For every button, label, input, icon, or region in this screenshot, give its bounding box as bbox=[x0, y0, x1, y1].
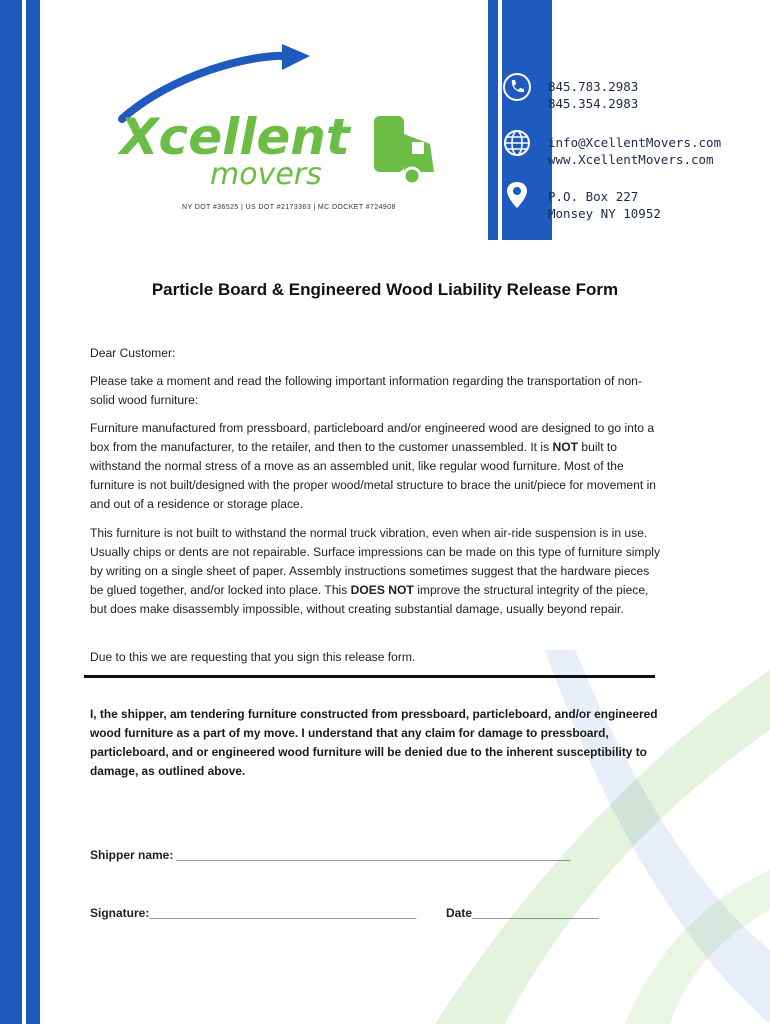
mailing-address bbox=[548, 188, 661, 222]
email-address[interactable]: info@XcellentMovers.com bbox=[548, 135, 722, 150]
phone-icon bbox=[502, 72, 532, 102]
registration-numbers: NY DOT #36525 | US DOT #2173363 | MC DOCKET #724908 bbox=[182, 204, 396, 211]
left-decorative-stripe bbox=[0, 0, 40, 1024]
svg-text:movers: movers bbox=[210, 157, 322, 192]
svg-text:Xcellent: Xcellent bbox=[120, 108, 350, 166]
page-title: Particle Board & Engineered Wood Liability Release Form bbox=[151, 280, 619, 299]
paragraph-furniture-design: Furniture manufactured from pressboard, particleboard and/or engineered wood are designed to go into a box from the manufacturer, to the retailer, and then to the customer unassembled. It is NOT built to withstand the normal stress of a move as an assembled unit, like regular wood furniture. Most of the furniture is not built/designed with the proper wood/metal structure to brace the unit/piece for movement in and out of a residence or storage place. bbox=[90, 421, 657, 511]
address-line-2: Monsey NY 10952 bbox=[548, 206, 661, 221]
intro-paragraph: Please take a moment and read the following important information regarding the transportation of non-solid wood furniture: bbox=[90, 374, 642, 407]
paragraph-vibration: This furniture is not built to withstand the normal truck vibration, even when air-ride suspension is in use. Usually chips or dents are not repairable. Surface impressions can be made on this type of furniture simply by writing on a single sheet of paper. Assembly instructions sometimes suggest that the hardware pieces be glued together, and/or locked into place. This DOES NOT improve the structural integrity of the piece, but does make disassembly impossible, without creating substantial damage, usually beyond repair. bbox=[90, 526, 661, 616]
phone-number-2: 845.354.2983 bbox=[548, 96, 639, 111]
location-pin-icon bbox=[502, 180, 532, 210]
address-line-1: P.O. Box 227 bbox=[548, 189, 639, 204]
shipper-declaration: I, the shipper, am tendering furniture constructed from pressboard, particleboard, and/or engineered wood furniture as a part of my move. I understand that any claim for damage to pressboard, particleboard, and or engineered wood furniture will be denied due to the inherent susceptibility to damage, as outlined above. bbox=[90, 707, 658, 778]
emphasis-not: NOT bbox=[552, 440, 579, 454]
website-url[interactable]: www.XcellentMovers.com bbox=[548, 152, 714, 167]
globe-icon bbox=[502, 128, 532, 158]
truck-icon bbox=[374, 116, 434, 184]
shipper-name-field[interactable]: Shipper name: ___________________________________________________________ bbox=[90, 848, 571, 862]
phone-number-1: 845.783.2983 bbox=[548, 79, 639, 94]
xcellent-movers-logo bbox=[112, 44, 452, 224]
date-field[interactable]: Date___________________ bbox=[446, 906, 599, 920]
greeting: Dear Customer: bbox=[90, 346, 176, 360]
section-divider bbox=[84, 675, 655, 678]
emphasis-does-not: DOES NOT bbox=[350, 583, 414, 597]
web-contacts bbox=[548, 134, 721, 168]
signature-field[interactable]: Signature:________________________________________ bbox=[90, 906, 417, 920]
request-paragraph: Due to this we are requesting that you sign this release form. bbox=[90, 650, 416, 664]
phone-numbers bbox=[548, 78, 638, 112]
